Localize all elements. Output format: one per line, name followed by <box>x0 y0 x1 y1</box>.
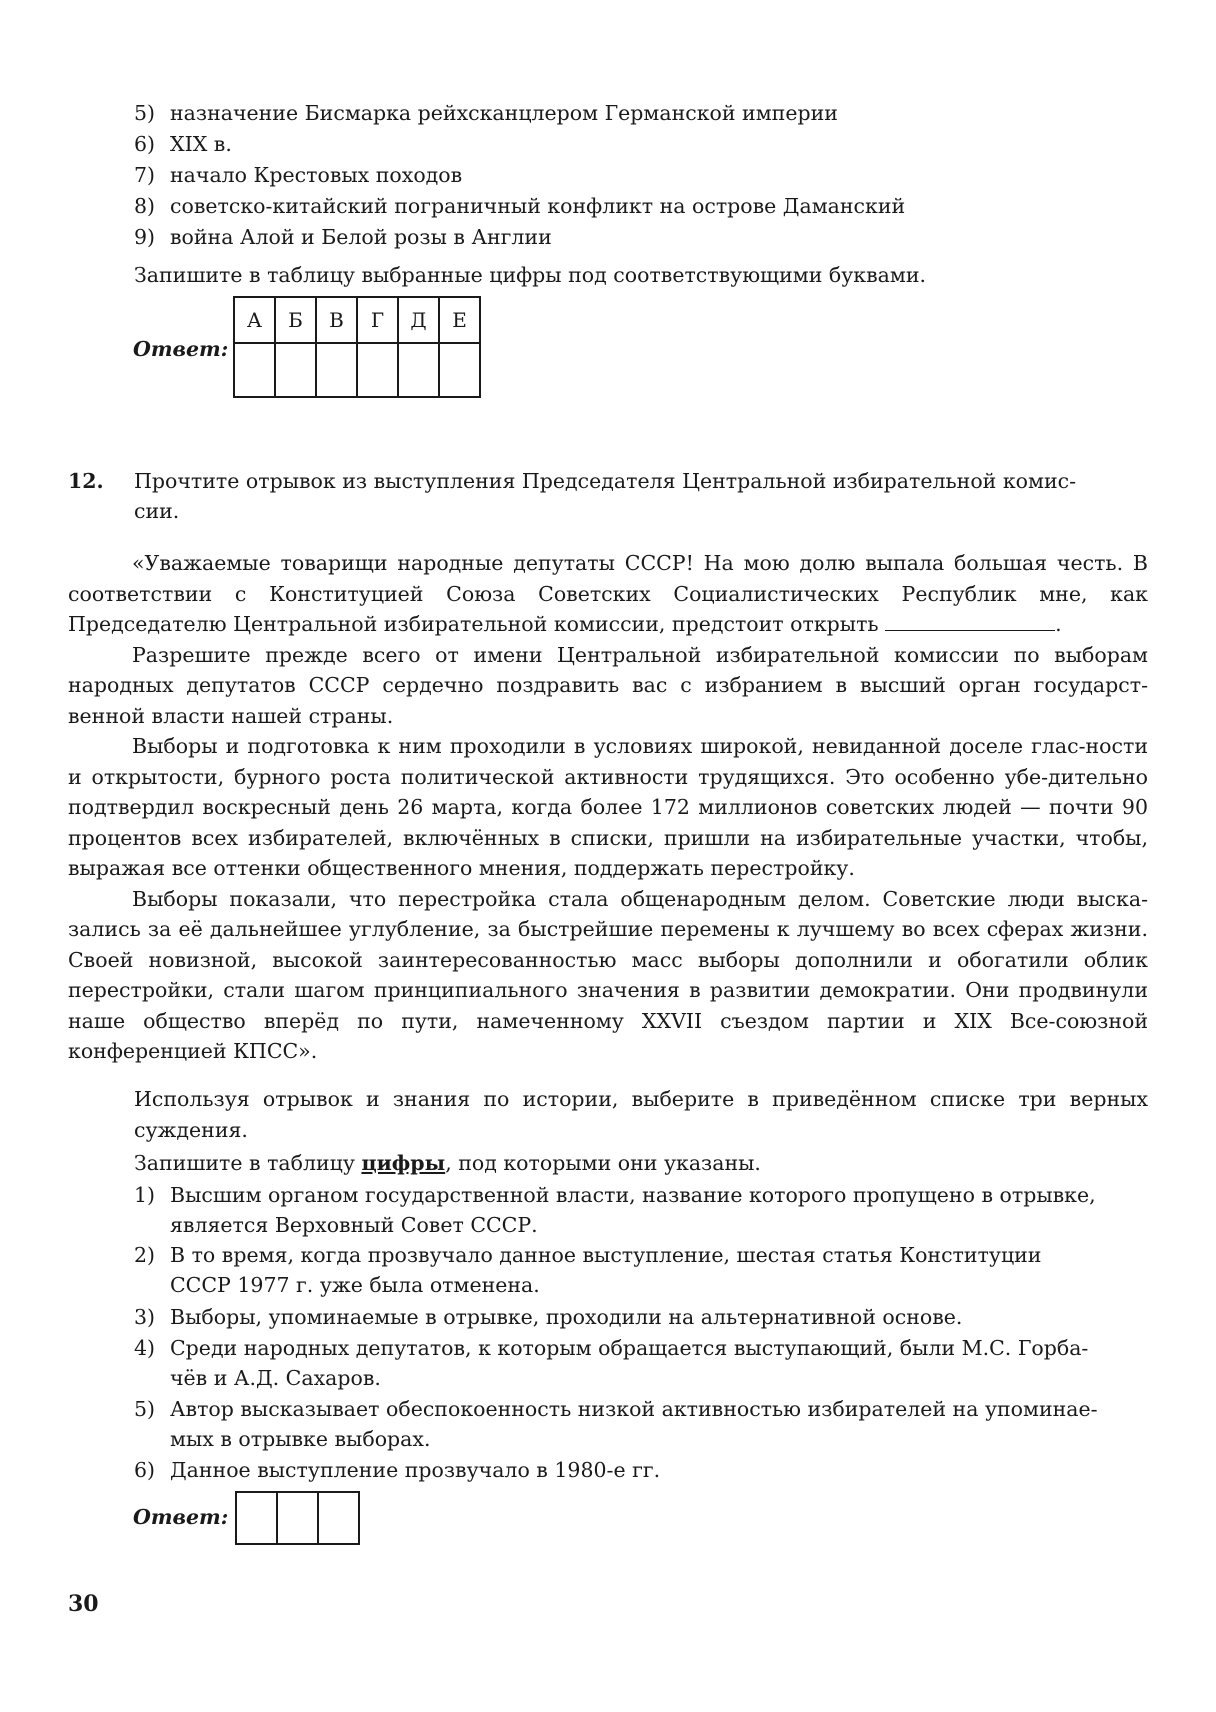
page-number: 30 <box>68 1591 99 1617</box>
judgment-item-cont: является Верховный Совет СССР. <box>170 1213 538 1237</box>
answer-input-cell[interactable] <box>398 343 439 397</box>
option-item: 5) назначение Бисмарка рейхсканцлером Германской империи <box>134 101 838 125</box>
excerpt-paragraph: «Уважаемые товарищи народные депутаты СССР! На мою долю выпала большая честь. В соответствии с Конституцией Союза Советских Социалистических Республик мне, как Председателю Центральной избирательной комиссии, предстоит открыть . <box>68 551 1148 636</box>
judgment-item: 3) Выборы, упоминаемые в отрывке, проходили на альтернативной основе. <box>134 1305 963 1329</box>
excerpt-paragraph: Выборы показали, что перестройка стала общенародным делом. Советские люди выска-зались за её дальнейшее углубление, за быстрейшие перемены к лучшему во всех сферах жизни. Своей новизной, высокой заинтересованностью масс выборы дополнили и обогатили облик перестройки, стали шагом принципиального значения в развитии демократии. Они продвинули наше общество вперёд по пути, намеченному XXVII съездом партии и XIX Все-союзной конференцией КПСС». <box>68 886 1148 1063</box>
task-number: 12. <box>68 469 104 493</box>
judgment-item: 4) Среди народных депутатов, к которым обращается выступающий, были М.С. Горба- <box>134 1336 1089 1360</box>
answer-table-12 <box>235 1491 360 1545</box>
answer-header-cell: В <box>316 297 357 343</box>
judgment-item: 6) Данное выступление прозвучало в 1980-е гг. <box>134 1458 661 1482</box>
option-item: 7) начало Крестовых походов <box>134 163 463 187</box>
answer-input-cell[interactable] <box>275 343 316 397</box>
answer-header-cell: Д <box>398 297 439 343</box>
answer-label: Ответ: <box>133 337 229 361</box>
judgment-item: 1) Высшим органом государственной власти, название которого пропущено в отрывке, <box>134 1183 1096 1207</box>
answer-input-cell[interactable] <box>277 1492 318 1544</box>
task-instruction: Используя отрывок и знания по истории, выберите в приведённом списке три верных суждения. <box>134 1087 1148 1142</box>
excerpt-paragraph: Выборы и подготовка к ним проходили в условиях широкой, невиданной доселе глас-ности и открытости, бурного роста политической активности трудящихся. Это особенно убе-дительно подтвердил воскресный день 26 марта, когда более 172 миллионов советских людей — почти 90 процентов всех избирателей, включённых в списки, пришли на избирательные участки, чтобы, выражая все оттенки общественного мнения, поддержать перестройку. <box>68 734 1148 880</box>
answer-header-cell: Б <box>275 297 316 343</box>
answer-header-cell: А <box>234 297 275 343</box>
task-instruction: Запишите в таблицу цифры, под которыми они указаны. <box>134 1151 761 1175</box>
option-item: 9) война Алой и Белой розы в Англии <box>134 225 552 249</box>
answer-input-cell[interactable] <box>439 343 480 397</box>
excerpt-paragraph: Разрешите прежде всего от имени Центральной избирательной комиссии по выборам народных депутатов СССР сердечно поздравить вас с избранием в высший орган государст-венной власти нашей страны. <box>68 642 1148 728</box>
option-item: 8) советско-китайский пограничный конфликт на острове Даманский <box>134 194 906 218</box>
judgment-item-cont: чёв и А.Д. Сахаров. <box>170 1366 381 1390</box>
judgment-item-cont: СССР 1977 г. уже была отменена. <box>170 1273 540 1297</box>
answer-label: Ответ: <box>133 1505 229 1529</box>
answer-header-cell: Е <box>439 297 480 343</box>
judgment-item: 2) В то время, когда прозвучало данное выступление, шестая статья Конституции <box>134 1243 1042 1267</box>
instruction-text: Запишите в таблицу выбранные цифры под соответствующими буквами. <box>134 263 927 287</box>
answer-header-cell: Г <box>357 297 398 343</box>
answer-table <box>233 296 481 398</box>
task-prompt: Прочтите отрывок из выступления Председателя Центральной избирательной комис- <box>134 469 1077 493</box>
answer-input-cell[interactable] <box>357 343 398 397</box>
judgment-item: 5) Автор высказывает обеспокоенность низкой активностью избирателей на упоминае- <box>134 1397 1098 1421</box>
task-prompt-continued: сии. <box>134 499 180 523</box>
option-item: 6) XIX в. <box>134 132 232 156</box>
answer-input-cell[interactable] <box>318 1492 359 1544</box>
source-excerpt <box>68 548 1148 1067</box>
answer-input-cell[interactable] <box>236 1492 277 1544</box>
excerpt-blank <box>885 610 1055 631</box>
judgment-item-cont: мых в отрывке выборах. <box>170 1427 431 1451</box>
answer-input-cell[interactable] <box>234 343 275 397</box>
answer-input-cell[interactable] <box>316 343 357 397</box>
